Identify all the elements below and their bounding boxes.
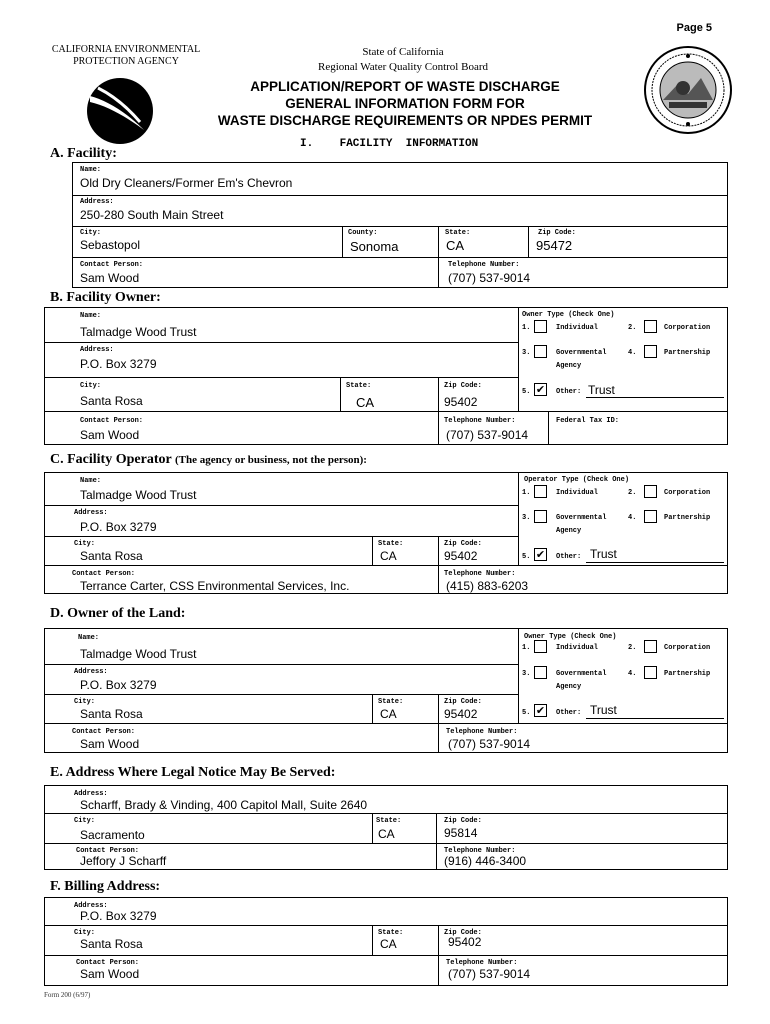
owner-state[interactable]: CA [356,395,375,410]
facility-county[interactable]: Sonoma [350,239,399,254]
operator-address[interactable]: P.O. Box 3279 [80,520,157,534]
calepa-logo [84,76,156,146]
operator-city-label: City: [74,540,96,548]
state-seal [643,44,733,136]
owner-type-label: Owner Type (Check One) [522,311,615,319]
billing-phone-label: Telephone Number: [446,959,518,967]
operator-city[interactable]: Santa Rosa [80,549,143,563]
land-owner-type-other-value[interactable]: Trust [590,703,617,717]
operator-phone-label: Telephone Number: [444,570,516,578]
facility-heading: A. Facility: [50,146,117,161]
legal-notice-heading: E. Address Where Legal Notice May Be Served: [50,765,336,780]
facility-contact-label: Contact Person: [80,261,144,269]
billing-contact-label: Contact Person: [76,959,140,967]
land-owner-city[interactable]: Santa Rosa [80,707,143,721]
billing-state[interactable]: CA [380,937,397,951]
form-number: Form 200 (6/97) [44,991,91,999]
owner-phone[interactable]: (707) 537-9014 [446,428,529,442]
owner-contact-label: Contact Person: [80,417,144,425]
billing-zip[interactable]: 95402 [448,935,482,949]
owner-city-label: City: [80,382,102,390]
operator-heading: C. Facility Operator (The agency or business, not the person): [50,452,367,467]
owner-city[interactable]: Santa Rosa [80,394,143,408]
owner-name[interactable]: Talmadge Wood Trust [80,325,197,339]
legal-notice-city-label: City: [74,817,96,825]
owner-type-individual-checkbox[interactable] [534,320,547,333]
billing-address[interactable]: P.O. Box 3279 [80,909,157,923]
legal-notice-state-label: State: [376,817,402,825]
form-title: APPLICATION/REPORT OF WASTE DISCHARGE GENERAL INFORMATION FORM FOR WASTE DISCHARGE REQUIREMENTS OR NPDES PERMIT [217,79,593,128]
owner-heading: B. Facility Owner: [50,290,161,305]
state-seal-icon [643,44,733,136]
legal-notice-zip-label: Zip Code: [444,817,482,825]
page-number: Page 5 [676,22,712,34]
billing-city-label: City: [74,929,96,937]
land-owner-contact-label: Contact Person: [72,728,136,736]
operator-zip[interactable]: 95402 [444,549,478,563]
facility-city[interactable]: Sebastopol [80,238,141,252]
land-owner-type-individual-checkbox[interactable] [534,640,547,653]
facility-contact[interactable]: Sam Wood [80,271,140,285]
land-owner-address[interactable]: P.O. Box 3279 [80,678,157,692]
state-name: State of California [362,46,444,58]
land-owner-heading: D. Owner of the Land: [50,606,186,621]
operator-type-individual-checkbox[interactable] [534,485,547,498]
land-owner-name[interactable]: Talmadge Wood Trust [80,647,197,661]
land-owner-type-governmental-checkbox[interactable] [534,666,547,679]
operator-type-label: Operator Type (Check One) [524,476,630,484]
billing-zip-label: Zip Code: [444,929,482,937]
owner-type-corporation-checkbox[interactable] [644,320,657,333]
operator-type-governmental-checkbox[interactable] [534,510,547,523]
land-owner-type-partnership-checkbox[interactable] [644,666,657,679]
billing-city[interactable]: Santa Rosa [80,937,143,951]
billing-phone[interactable]: (707) 537-9014 [448,967,531,981]
facility-address[interactable]: 250-280 South Main Street [80,208,224,222]
legal-notice-address[interactable]: Scharff, Brady & Vinding, 400 Capitol Mall, Suite 2640 [80,798,368,812]
operator-name-label: Name: [80,477,102,485]
agency-name: CALIFORNIA ENVIRONMENTAL PROTECTION AGENCY [51,44,201,67]
facility-phone-label: Telephone Number: [448,261,520,269]
legal-notice-address-label: Address: [74,790,108,798]
land-owner-phone-label: Telephone Number: [446,728,518,736]
legal-notice-phone-label: Telephone Number: [444,847,516,855]
operator-type-other-checkbox[interactable]: ✔ [535,548,546,561]
operator-contact-label: Contact Person: [72,570,136,578]
land-owner-type-label: Owner Type (Check One) [524,633,617,641]
operator-phone[interactable]: (415) 883-6203 [446,579,529,593]
owner-phone-label: Telephone Number: [444,417,516,425]
land-owner-zip-label: Zip Code: [444,698,482,706]
owner-zip[interactable]: 95402 [444,395,478,409]
land-owner-name-label: Name: [78,634,100,642]
board-name: Regional Water Quality Control Board [318,61,488,73]
operator-name[interactable]: Talmadge Wood Trust [80,488,197,502]
owner-address-label: Address: [80,346,114,354]
legal-notice-city[interactable]: Sacramento [80,828,145,842]
legal-notice-state[interactable]: CA [378,827,395,841]
owner-name-label: Name: [80,312,102,320]
operator-zip-label: Zip Code: [444,540,482,548]
section-heading: I. FACILITY INFORMATION [300,138,479,150]
calepa-logo-icon [84,76,156,146]
owner-type-governmental-checkbox[interactable] [534,345,547,358]
facility-state[interactable]: CA [446,238,465,253]
facility-county-label: County: [348,229,378,237]
land-owner-address-label: Address: [74,668,108,676]
legal-notice-phone[interactable]: (916) 446-3400 [444,854,527,868]
facility-address-label: Address: [80,198,114,206]
land-owner-state-label: State: [378,698,404,706]
land-owner-city-label: City: [74,698,96,706]
land-owner-contact[interactable]: Sam Wood [80,737,140,751]
legal-notice-zip[interactable]: 95814 [444,826,478,840]
owner-state-label: State: [346,382,372,390]
owner-federal-tax-label: Federal Tax ID: [556,417,620,425]
facility-phone[interactable]: (707) 537-9014 [448,271,531,285]
facility-name-label: Name: [80,166,102,174]
facility-zip-label: Zip Code: [538,229,576,237]
land-owner-zip[interactable]: 95402 [444,707,478,721]
land-owner-phone[interactable]: (707) 537-9014 [448,737,531,751]
facility-zip[interactable]: 95472 [536,238,573,253]
facility-name[interactable]: Old Dry Cleaners/Former Em's Chevron [80,176,293,190]
owner-address[interactable]: P.O. Box 3279 [80,357,157,371]
owner-contact[interactable]: Sam Wood [80,428,140,442]
land-owner-type-other-checkbox[interactable]: ✔ [535,704,546,717]
operator-contact[interactable]: Terrance Carter, CSS Environmental Services, Inc. [80,579,350,593]
owner-type-other-value[interactable]: Trust [588,383,615,397]
owner-zip-label: Zip Code: [444,382,482,390]
operator-address-label: Address: [74,509,108,517]
facility-city-label: City: [80,229,102,237]
owner-type-other-checkbox[interactable]: ✔ [535,383,546,396]
billing-address-label: Address: [74,902,108,910]
owner-type-partnership-checkbox[interactable] [644,345,657,358]
billing-heading: F. Billing Address: [50,879,161,894]
operator-state-label: State: [378,540,404,548]
land-owner-type-corporation-checkbox[interactable] [644,640,657,653]
billing-state-label: State: [378,929,404,937]
operator-state[interactable]: CA [380,549,397,563]
legal-notice-contact[interactable]: Jeffory J Scharff [80,854,167,868]
operator-type-partnership-checkbox[interactable] [644,510,657,523]
operator-type-corporation-checkbox[interactable] [644,485,657,498]
billing-contact[interactable]: Sam Wood [80,967,140,981]
operator-type-other-value[interactable]: Trust [590,547,617,561]
land-owner-state[interactable]: CA [380,707,397,721]
facility-state-label: State: [445,229,471,237]
legal-notice-contact-label: Contact Person: [76,847,140,855]
